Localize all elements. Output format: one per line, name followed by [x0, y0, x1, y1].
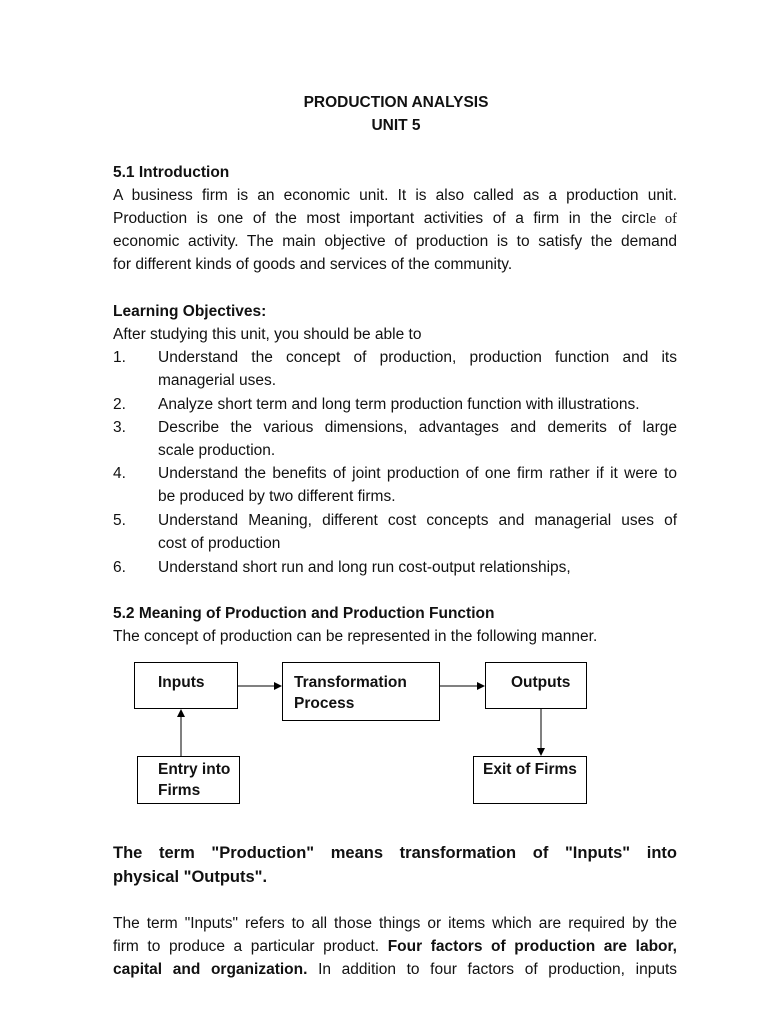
inputs-para-text: firm to produce a particular product.	[113, 938, 388, 955]
objective-number: 3.	[113, 419, 126, 436]
page-title: PRODUCTION ANALYSIS	[303, 94, 489, 111]
objective-line: Describe the various dimensions, advantages and demerits of large	[158, 419, 677, 436]
inputs-para-bold: capital and organization.	[113, 961, 308, 978]
objectives-lead: After studying this unit, you should be able to	[113, 326, 422, 343]
intro-line-serif: le of	[645, 211, 677, 227]
intro-line: A business firm is an economic unit. It is also called as a production unit.	[113, 187, 677, 204]
entry-label: Firms	[158, 782, 201, 799]
objective-line: be produced by two different firms.	[158, 488, 396, 505]
objective-line: Understand the concept of production, production function and its	[158, 349, 677, 366]
objective-number: 5.	[113, 512, 126, 529]
objective-number: 1.	[113, 349, 126, 366]
intro-line: economic activity. The main objective of production is to satisfy the demand	[113, 233, 677, 250]
objective-line: Understand short run and long run cost-output relationships,	[158, 559, 571, 576]
outputs-label: Outputs	[511, 674, 571, 691]
objectives-heading: Learning Objectives:	[113, 303, 267, 320]
exit-label: Exit of Firms	[483, 761, 577, 778]
entry-label: Entry into	[158, 761, 231, 778]
objective-line: cost of production	[158, 535, 281, 552]
objective-line: Understand the benefits of joint production of one firm rather if it were to	[158, 465, 677, 482]
objective-line: Understand Meaning, different cost concepts and managerial uses of	[158, 512, 677, 529]
objective-number: 6.	[113, 559, 126, 576]
inputs-para-line	[113, 935, 677, 958]
inputs-para-bold: Four factors of production are labor,	[387, 938, 677, 955]
objective-number: 4.	[113, 465, 126, 482]
unit-label: UNIT 5	[371, 117, 421, 134]
objective-line: scale production.	[158, 442, 276, 459]
inputs-para-line	[113, 958, 677, 981]
section2-heading: 5.2 Meaning of Production and Production Function	[113, 605, 495, 622]
definition-line: The term "Production" means transformation of "Inputs" into	[113, 844, 677, 862]
intro-line: for different kinds of goods and services of the community.	[113, 256, 513, 273]
objective-line: managerial uses.	[158, 372, 277, 389]
intro-line-text: Production is one of the most important activities of a firm in the circ	[113, 210, 646, 227]
transformation-label: Transformation	[294, 674, 407, 691]
section2-lead: The concept of production can be represented in the following manner.	[113, 628, 598, 645]
intro-heading: 5.1 Introduction	[113, 164, 230, 181]
objective-number: 2.	[113, 396, 126, 413]
transformation-label: Process	[294, 695, 355, 712]
definition-line: physical "Outputs".	[113, 868, 268, 886]
inputs-label: Inputs	[158, 674, 205, 691]
objective-line: Analyze short term and long term production function with illustrations.	[158, 396, 640, 413]
inputs-para-text: In addition to four factors of production, inputs	[307, 961, 677, 978]
inputs-para-line: The term "Inputs" refers to all those things or items which are required by the	[113, 915, 677, 932]
